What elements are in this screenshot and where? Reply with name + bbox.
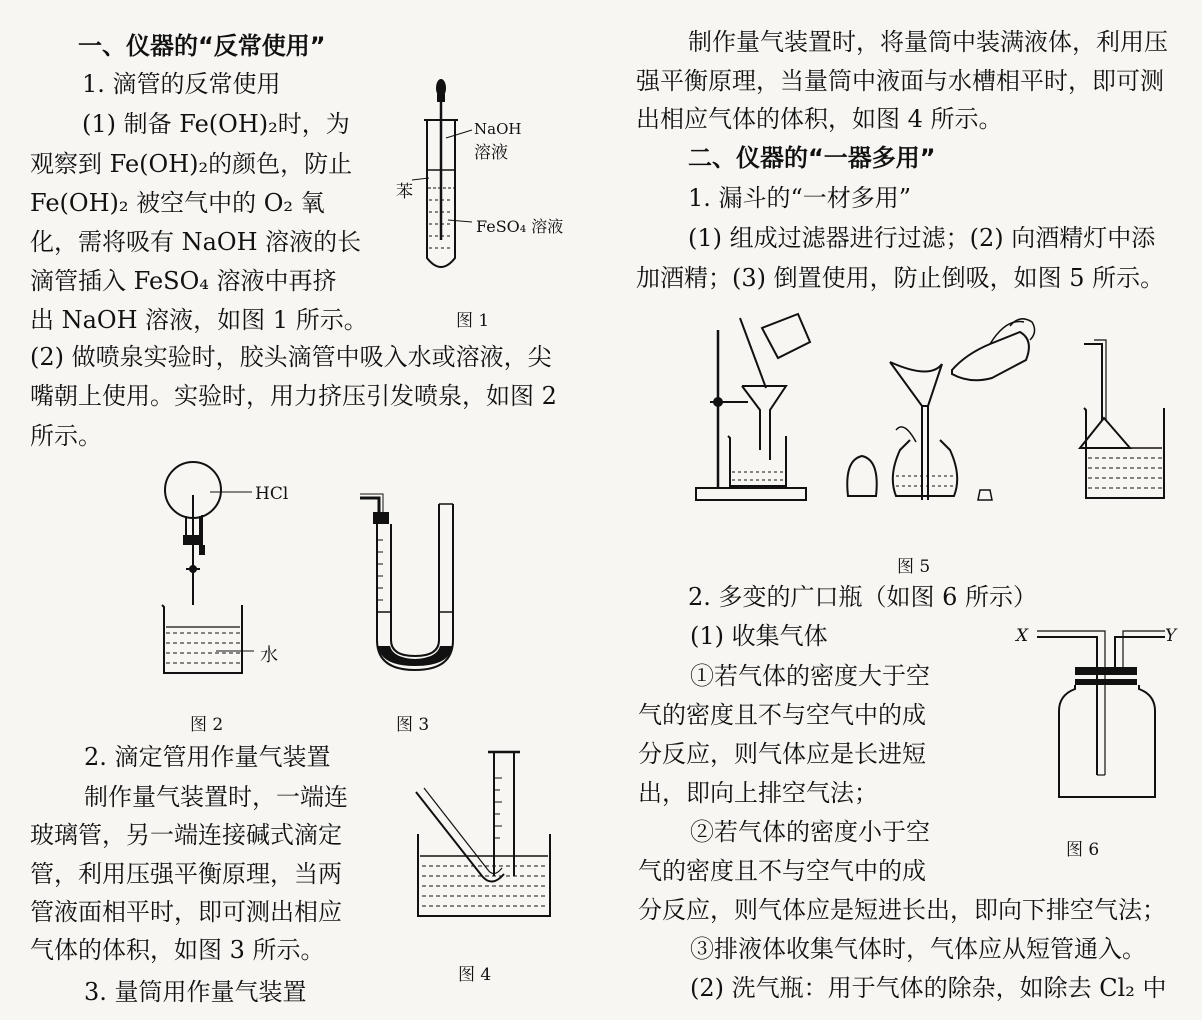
para5-line1: (1) 组成过滤器进行过滤；(2) 向酒精灯中添 xyxy=(688,224,1156,252)
para2-line1: (2) 做喷泉实验时，胶头滴管中吸入水或溶液，尖 xyxy=(30,343,552,371)
para6-line3: 分反应，则气体应是长进短 xyxy=(638,740,926,768)
para3-line4: 管液面相平时，即可测出相应 xyxy=(30,898,342,926)
fig1-label-solution: 溶液 xyxy=(474,143,508,163)
fig3-caption: 图 3 xyxy=(396,715,430,735)
para3-line5: 气体的体积，如图 3 所示。 xyxy=(30,936,325,964)
figure-3-burette xyxy=(355,490,475,680)
para3-line1: 制作量气装置时，一端连 xyxy=(84,783,348,811)
para1-line4: 化，需将吸有 NaOH 溶液的长 xyxy=(30,228,362,256)
para6-line4: 出，即向上排空气法； xyxy=(638,779,878,807)
fig2-caption: 图 2 xyxy=(190,715,224,735)
figure-1-dropper xyxy=(390,70,590,280)
para4-line3: 出相应气体的体积，如图 4 所示。 xyxy=(636,105,1003,133)
fig1-caption: 图 1 xyxy=(456,311,490,331)
para6-line2: 气的密度且不与空气中的成 xyxy=(638,701,926,729)
subheading-funnel: 1. 漏斗的“一材多用” xyxy=(688,184,912,212)
para6-line1: ①若气体的密度大于空 xyxy=(690,662,930,690)
fig1-label-naoh: NaOH xyxy=(474,120,522,138)
para6-line6: 气的密度且不与空气中的成 xyxy=(638,857,926,885)
para1-line6: 出 NaOH 溶液，如图 1 所示。 xyxy=(30,306,368,334)
para2-line3: 所示。 xyxy=(30,422,102,450)
para6-line7: 分反应，则气体应是短进长出，即向下排空气法； xyxy=(638,896,1166,924)
heading-abnormal-use: 一、仪器的“反常使用” xyxy=(78,32,326,60)
fig2-label-hcl: HCl xyxy=(255,484,289,504)
para3-line2: 玻璃管，另一端连接碱式滴定 xyxy=(30,821,342,849)
subheading-wide-bottle: 2. 多变的广口瓶（如图 6 所示） xyxy=(688,583,1038,611)
para6-line8: ③排液体收集气体时，气体应从短管通入。 xyxy=(690,935,1146,963)
figure-5-funnel-uses xyxy=(690,300,1190,520)
para4-line2: 强平衡原理，当量筒中液面与水槽相平时，即可测 xyxy=(636,67,1164,95)
subheading-burette: 2. 滴定管用作量气装置 xyxy=(84,743,331,771)
para2-line2: 嘴朝上使用。实验时，用力挤压引发喷泉，如图 2 xyxy=(30,382,557,410)
para4-line1: 制作量气装置时，将量筒中装满液体，利用压 xyxy=(688,28,1168,56)
para1-line2: 观察到 Fe(OH)₂的颜色，防止 xyxy=(30,150,353,178)
para3-line3: 管，利用压强平衡原理，当两 xyxy=(30,860,342,888)
figure-4-cylinder xyxy=(410,748,560,928)
figure-6-wide-bottle xyxy=(1025,625,1185,810)
fig6-label-x: X xyxy=(1016,626,1029,646)
fig6-label-y: Y xyxy=(1165,626,1177,646)
para7-line1: (2) 洗气瓶：用于气体的除杂，如除去 Cl₂ 中 xyxy=(690,974,1167,1002)
para1-line3: Fe(OH)₂ 被空气中的 O₂ 氧 xyxy=(30,189,325,217)
fig1-label-feso4: FeSO₄ 溶液 xyxy=(476,217,564,236)
para1-line1: (1) 制备 Fe(OH)₂时，为 xyxy=(82,110,350,138)
para6-line5: ②若气体的密度小于空 xyxy=(690,818,930,846)
subheading-dropper: 1. 滴管的反常使用 xyxy=(82,70,281,98)
subheading-cylinder: 3. 量筒用作量气装置 xyxy=(84,978,307,1006)
para6-title: (1) 收集气体 xyxy=(690,622,828,650)
heading-multi-use: 二、仪器的“一器多用” xyxy=(688,144,936,172)
fig6-caption: 图 6 xyxy=(1066,840,1100,860)
para1-line5: 滴管插入 FeSO₄ 溶液中再挤 xyxy=(30,267,337,295)
fig2-label-water: 水 xyxy=(260,645,278,666)
para5-line2: 加酒精；(3) 倒置使用，防止倒吸，如图 5 所示。 xyxy=(636,264,1165,292)
fig5-caption: 图 5 xyxy=(897,557,931,577)
fig4-caption: 图 4 xyxy=(458,965,492,985)
fig1-label-benzene: 苯 xyxy=(396,182,413,202)
